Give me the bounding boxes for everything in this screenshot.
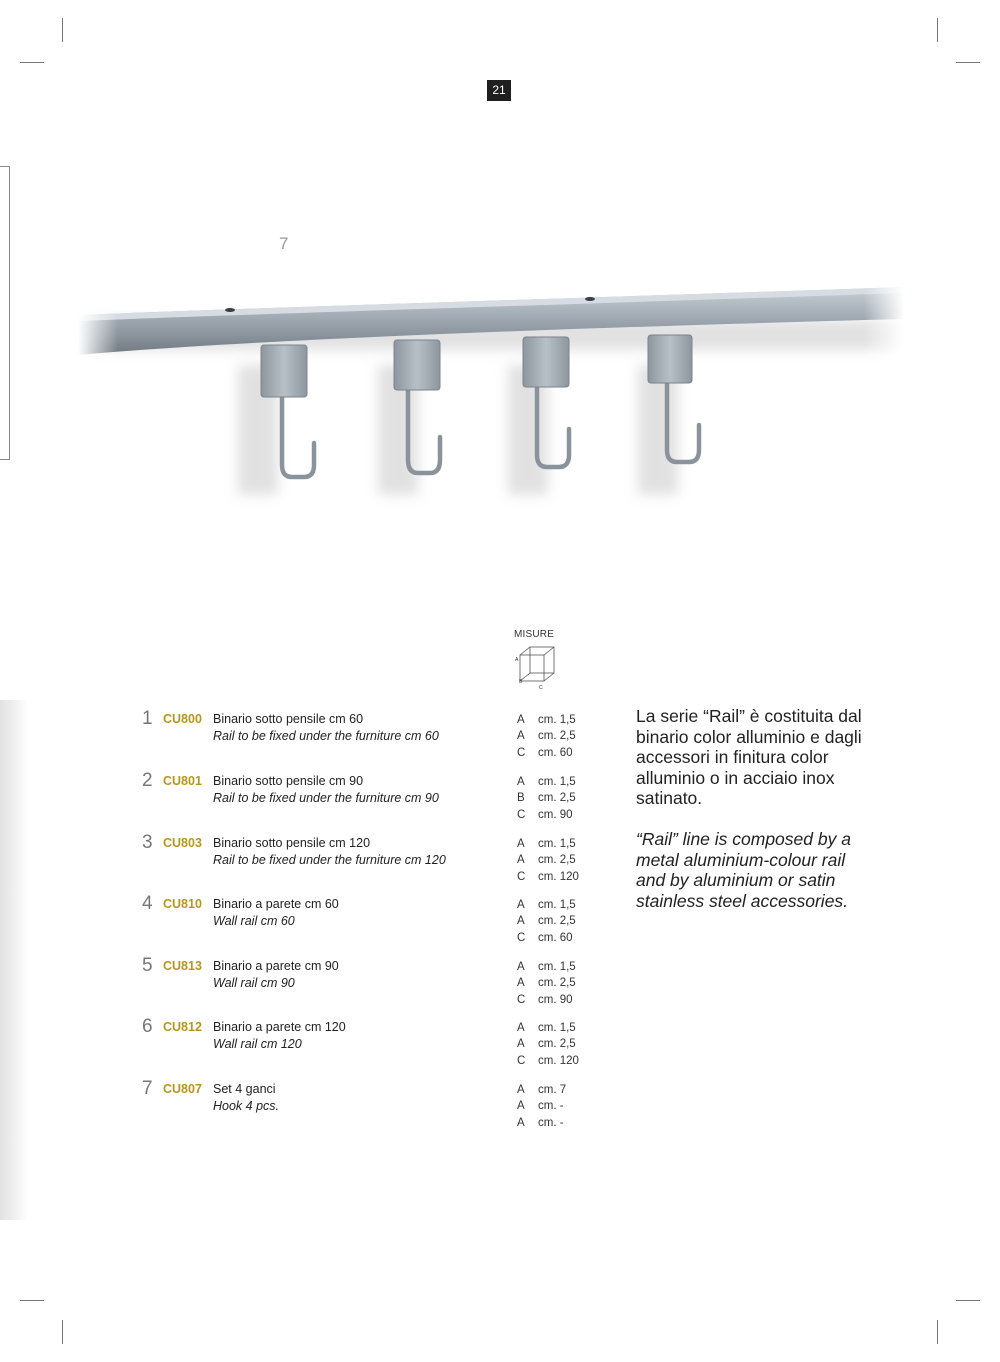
description-en: “Rail” line is composed by a metal aluminium-colour rail and by aluminium or satin stainless steel accessories. xyxy=(636,828,851,911)
dim-value: cm. 60 xyxy=(538,931,573,944)
product-code: CU813 xyxy=(163,959,202,973)
dim-letter: C xyxy=(517,993,526,1006)
product-name-en: Wall rail cm 90 xyxy=(213,976,295,990)
dimensions xyxy=(517,959,576,1008)
dim-value: cm. 2,5 xyxy=(538,730,576,743)
dim-letter: A xyxy=(517,977,525,990)
cube-dimensions-icon xyxy=(512,643,562,693)
dim-value: cm. - xyxy=(538,1100,564,1113)
dim-letter: C xyxy=(517,746,526,759)
dim-letter: A xyxy=(517,961,525,973)
misure-title: MISURE xyxy=(514,629,555,640)
product-name-it: Binario a parete cm 120 xyxy=(213,1020,346,1034)
item-number: 1 xyxy=(142,708,153,729)
item-number: 2 xyxy=(142,770,153,791)
dim-value: cm. 60 xyxy=(538,746,573,759)
crop-mark xyxy=(62,1320,63,1344)
crop-mark xyxy=(20,62,44,63)
product-name-en: Wall rail cm 60 xyxy=(213,914,295,928)
dim-value: cm. 1,5 xyxy=(538,899,576,911)
dim-letter: A xyxy=(517,1022,525,1034)
product-code: CU800 xyxy=(163,712,202,726)
dim-value: cm. 1,5 xyxy=(538,838,576,850)
dim-letter: C xyxy=(517,870,526,883)
dimensions xyxy=(517,774,576,823)
dim-letter: B xyxy=(517,792,525,805)
product-name-it: Binario sotto pensile cm 60 xyxy=(213,712,364,726)
dim-letter: A xyxy=(517,1038,525,1051)
dimensions xyxy=(517,1082,566,1131)
product-name-it: Binario sotto pensile cm 90 xyxy=(213,774,364,788)
dimensions xyxy=(517,836,579,885)
dim-value: cm. 2,5 xyxy=(538,1038,576,1051)
dim-letter: C xyxy=(517,1054,526,1067)
side-bracket xyxy=(0,166,10,460)
series-description xyxy=(636,706,876,911)
dim-value: cm. 1,5 xyxy=(538,776,576,788)
dim-letter: C xyxy=(517,808,526,821)
product-name-it: Set 4 ganci xyxy=(213,1082,276,1096)
product-code: CU810 xyxy=(163,897,202,911)
product-name-it: Binario sotto pensile cm 120 xyxy=(213,836,371,850)
dimensions xyxy=(517,712,576,761)
dim-letter: A xyxy=(517,776,525,788)
item-number: 6 xyxy=(142,1016,153,1037)
dim-value: cm. 2,5 xyxy=(538,977,576,990)
item-number: 7 xyxy=(142,1078,153,1099)
crop-mark xyxy=(937,18,938,42)
dim-value: cm. 120 xyxy=(538,1054,579,1067)
dim-value: cm. 120 xyxy=(538,870,579,883)
crop-mark xyxy=(937,1320,938,1344)
item-number: 4 xyxy=(142,893,153,914)
item-number: 3 xyxy=(142,832,153,853)
product-name-it: Binario a parete cm 90 xyxy=(213,959,339,973)
product-name-en: Rail to be fixed under the furniture cm 60 xyxy=(213,729,439,743)
product-name-en: Wall rail cm 120 xyxy=(213,1037,302,1051)
dim-value: cm. 1,5 xyxy=(538,961,576,973)
product-code: CU807 xyxy=(163,1082,202,1096)
axis-b-label: B xyxy=(519,679,523,685)
rail-hooks-photo xyxy=(78,215,904,565)
product-name-en: Rail to be fixed under the furniture cm 120 xyxy=(213,853,446,867)
dimensions xyxy=(517,897,576,946)
product-name-en: Hook 4 pcs. xyxy=(213,1099,280,1113)
product-name-en: Rail to be fixed under the furniture cm 90 xyxy=(213,791,439,805)
page-edge-shade xyxy=(0,700,28,1220)
dim-value: cm. 90 xyxy=(538,808,573,821)
product-code: CU812 xyxy=(163,1020,202,1034)
product-name-it: Binario a parete cm 60 xyxy=(213,897,339,911)
dim-value: cm. 1,5 xyxy=(538,714,576,726)
dim-letter: A xyxy=(517,1100,525,1113)
dim-value: cm. 2,5 xyxy=(538,915,576,928)
dim-letter: C xyxy=(517,931,526,944)
product-code: CU803 xyxy=(163,836,202,850)
item-number: 5 xyxy=(142,955,153,976)
page-number: 21 xyxy=(487,80,511,101)
product-code: CU801 xyxy=(163,774,202,788)
dim-value: cm. 2,5 xyxy=(538,792,576,805)
axis-c-label: C xyxy=(539,685,543,691)
description-it: La serie “Rail” è costituita dal binario color alluminio e dagli accessori in finitura color alluminio o in acciaio inox satinato. xyxy=(636,706,862,809)
dim-letter: A xyxy=(517,730,525,743)
dim-value: cm. 90 xyxy=(538,993,573,1006)
axis-a-label: A xyxy=(515,657,519,663)
dim-value: cm. 2,5 xyxy=(538,854,576,867)
crop-mark xyxy=(62,18,63,42)
dim-letter: A xyxy=(517,854,525,867)
crop-mark xyxy=(956,1300,980,1301)
dim-value: cm. 7 xyxy=(538,1084,567,1096)
dim-letter: A xyxy=(517,1116,525,1129)
dim-letter: A xyxy=(517,838,525,850)
crop-mark xyxy=(956,62,980,63)
crop-mark xyxy=(20,1300,44,1301)
dim-value: cm. - xyxy=(538,1116,564,1129)
dim-letter: A xyxy=(517,1084,525,1096)
dim-letter: A xyxy=(517,915,525,928)
dimensions xyxy=(517,1020,579,1069)
dim-value: cm. 1,5 xyxy=(538,1022,576,1034)
hero-item-label: 7 xyxy=(279,234,289,253)
dim-letter: A xyxy=(517,714,525,726)
dim-letter: A xyxy=(517,899,525,911)
